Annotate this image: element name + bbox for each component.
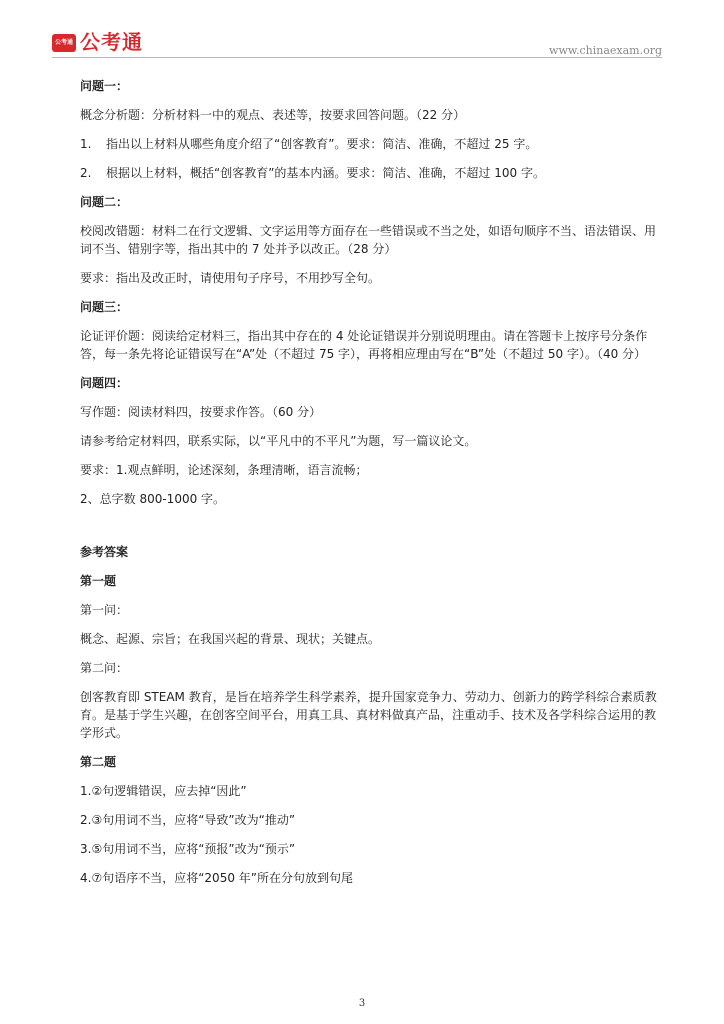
- question-1-item-1-number: 1.: [80, 137, 92, 151]
- answer-2-item: 3.⑤句用词不当，应将“预报”改为“预示”: [80, 842, 296, 856]
- answer-2-item: 1.②句逻辑错误，应去掉“因此”: [80, 784, 247, 798]
- answer-section-2-title: 第二题: [80, 755, 117, 769]
- question-2-requirement: 要求：指出及改正时，请使用句子序号，不用抄写全句。: [80, 271, 381, 285]
- answer-1-part-2-text: 创客教育即 STEAM 教育，是旨在培养学生科学素养，提升国家竞争力、劳动力、创新力的跨学科综合素质教育。是基于学生兴趣，在创客空间平台，用真工具、真材料做真产品，注重动手、技术及各学科综合运用的教学形式。: [80, 690, 657, 740]
- answers-title: 参考答案: [80, 545, 129, 559]
- question-4-prompt: 请参考给定材料四，联系实际，以“平凡中的不平凡”为题，写一篇议论文。: [80, 434, 477, 448]
- logo-badge: 公考通: [52, 34, 76, 52]
- answer-2-item: 2.③句用词不当，应将“导致”改为“推动”: [80, 813, 296, 827]
- question-1-item-2-text: 根据以上材料，概括“创客教育”的基本内涵。要求：简洁、准确，不超过 100 字。: [106, 166, 545, 180]
- answer-1-part-2-label: 第二问：: [80, 661, 129, 675]
- question-1-description: 概念分析题：分析材料一中的观点、表述等，按要求回答问题。（22 分）: [80, 108, 466, 122]
- question-4-requirement-2: 2、总字数 800-1000 字。: [80, 492, 226, 506]
- document-content: [80, 77, 666, 898]
- question-1-item-1: [80, 135, 666, 153]
- question-1-item-2-number: 2.: [80, 166, 92, 180]
- question-2-title: 问题二：: [80, 195, 129, 209]
- question-3-description: 论证评价题：阅读给定材料三，指出其中存在的 4 处论证错误并分别说明理由。请在答题卡上按序号分条作答，每一条先将论证错误写在“A”处（不超过 75 字），再将相应理由写在“B”处（不超过 50 字）。（40 分）: [80, 329, 648, 361]
- question-1-title: 问题一：: [80, 79, 129, 93]
- logo-text: 公考通: [80, 30, 143, 54]
- question-1-item-2: [80, 164, 666, 182]
- answer-1-part-1-label: 第一问：: [80, 603, 129, 617]
- question-2-description: 校阅改错题：材料二在行文逻辑、文字运用等方面存在一些错误或不当之处，如语句顺序不当、语法错误、用词不当、错别字等，指出其中的 7 处并予以改正。（28 分）: [80, 224, 657, 256]
- page-number: 3: [358, 998, 366, 1009]
- page-header: [0, 0, 724, 60]
- section-spacer: [80, 519, 666, 543]
- question-4-requirement-1: 要求：1.观点鲜明，论述深刻，条理清晰，语言流畅；: [80, 463, 368, 477]
- site-url: www.chinaexam.org: [549, 44, 662, 57]
- question-1-item-1-text: 指出以上材料从哪些角度介绍了“创客教育”。要求：简洁、准确，不超过 25 字。: [106, 137, 538, 151]
- question-3-title: 问题三：: [80, 300, 129, 314]
- answer-section-1-title: 第一题: [80, 574, 117, 588]
- header-divider: [52, 57, 662, 58]
- question-4-description: 写作题：阅读材料四，按要求作答。（60 分）: [80, 405, 322, 419]
- answer-2-item: 4.⑦句语序不当，应将“2050 年”所在分句放到句尾: [80, 871, 353, 885]
- answer-1-part-1-text: 概念、起源、宗旨；在我国兴起的背景、现状；关键点。: [80, 632, 381, 646]
- question-4-title: 问题四：: [80, 376, 129, 390]
